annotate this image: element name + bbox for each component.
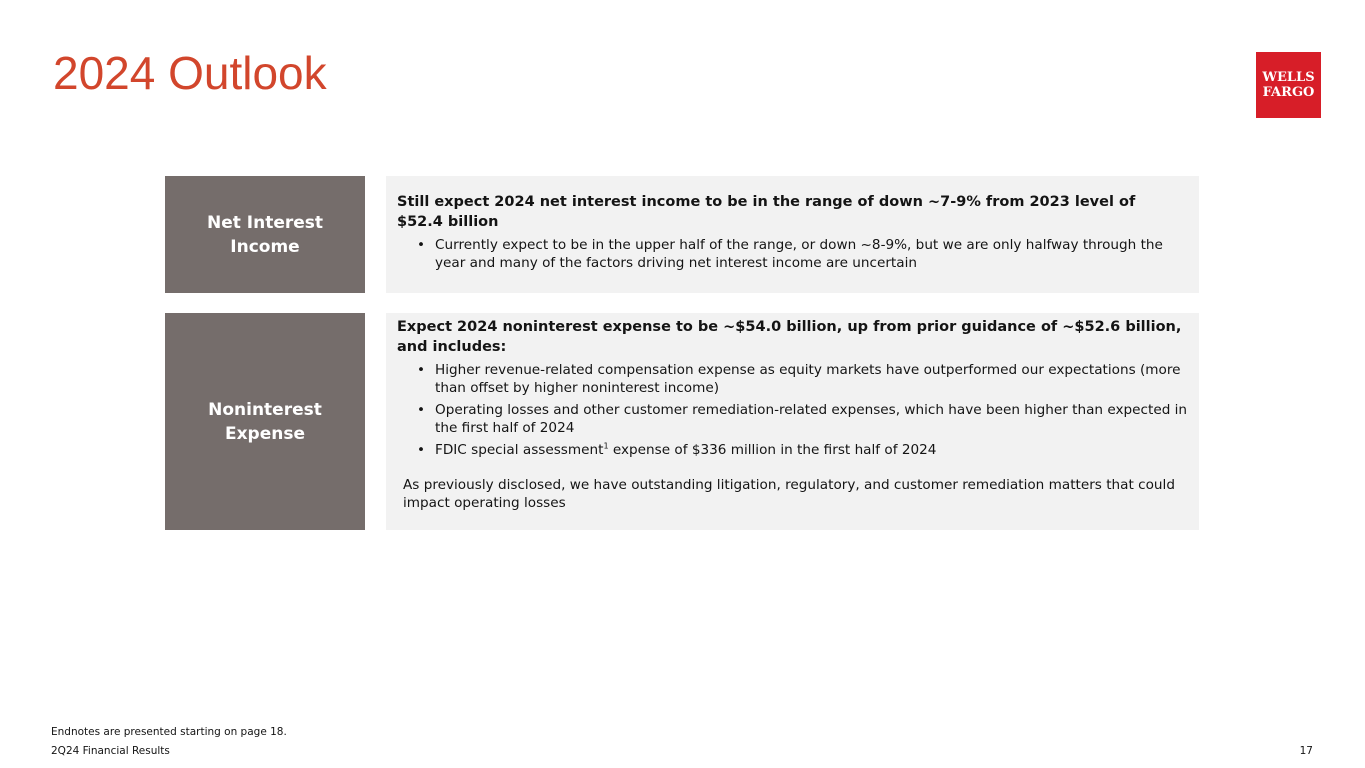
nii-heading-line1: Still expect 2024 net interest income to be in the range of down ~7-9% from 2023 level of (397, 194, 1136, 210)
expense-bullet-2: • Operating losses and other customer remediation-related expenses, which have been higher than expected in the first half of 2024 (397, 401, 1189, 437)
expense-bullet-1: • Higher revenue-related compensation expense as equity markets have outperformed our expectations (more than offset by higher noninterest income) (397, 361, 1189, 397)
nii-bullet-list (397, 236, 1189, 272)
nii-label-line2: Income (230, 236, 300, 257)
nii-label (207, 211, 323, 259)
expense-label-line1: Noninterest (208, 399, 322, 420)
expense-note: As previously disclosed, we have outstanding litigation, regulatory, and customer remediation matters that could impact operating losses (403, 477, 1175, 511)
expense-label (208, 398, 322, 446)
expense-bullet-3-text: FDIC special assessment (435, 442, 604, 458)
nii-content-box (386, 176, 1199, 293)
endnotes-footer: Endnotes are presented starting on page 18. (51, 726, 287, 738)
nii-label-line1: Net Interest (206, 212, 324, 233)
expense-content-box (386, 313, 1199, 530)
wells-fargo-logo (1256, 52, 1321, 118)
expense-bullet-list (397, 361, 1189, 459)
logo-line-fargo: FARGO (1262, 85, 1315, 100)
nii-heading-line2: $52.4 billion (397, 214, 499, 230)
nii-bullet-1: • Currently expect to be in the upper half of the range, or down ~8-9%, but we are only halfway through the year and many of the factors driving net interest income are uncertain (397, 236, 1189, 272)
report-name-footer: 2Q24 Financial Results (51, 745, 170, 757)
expense-bullet-3 (397, 441, 1189, 459)
nii-heading (397, 192, 1189, 232)
page-number: 17 (1299, 745, 1313, 757)
expense-heading: Expect 2024 noninterest expense to be ~$54.0 billion, up from prior guidance of ~$52.6 billion, and includes: (397, 319, 1182, 355)
expense-bullet-3-text-after: expense of $336 million in the first half of 2024 (608, 442, 937, 458)
expense-label-box (165, 313, 365, 530)
nii-label-box (165, 176, 365, 293)
expense-label-line2: Expense (224, 423, 305, 444)
logo-line-wells: WELLS (1262, 70, 1315, 85)
endnote-marker: 1 (603, 441, 609, 451)
page-title: 2024 Outlook (53, 47, 327, 99)
